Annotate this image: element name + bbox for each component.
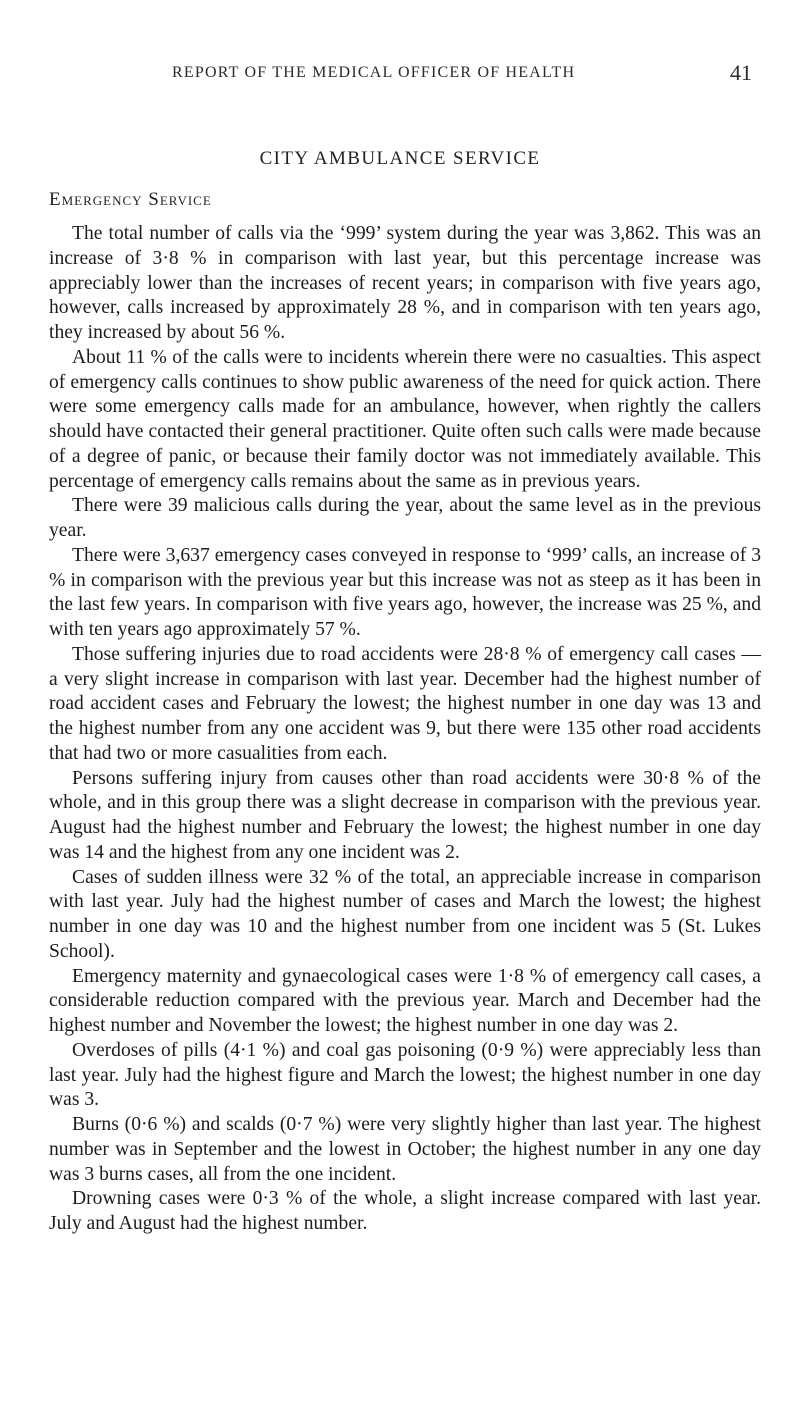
paragraph: About 11 % of the calls were to incidents wherein there were no casualties. This aspect of emergency calls continues to show public awareness of the need for quick action. There were some emergency calls made for an ambulance, however, when rightly the callers should have contacted their general practitioner. Quite often such calls were made because of a degree of panic, or because their family doctor was not immediately available. This percentage of emergency calls remains about the same as in previous years. (49, 346, 761, 492)
running-header: REPORT OF THE MEDICAL OFFICER OF HEALTH (172, 64, 576, 81)
paragraph: Overdoses of pills (4·1 %) and coal gas poisoning (0·9 %) were appreciably less than last year. July had the highest figure and March the lowest; the highest number in one day was 3. (49, 1039, 761, 1111)
subheading: Emergency Service (49, 189, 212, 210)
paragraph: Cases of sudden illness were 32 % of the total, an appreciable increase in comparison with last year. July had the highest number of cases and March the lowest; the highest number in one day was 10 and the highest number from one incident was 5 (St. Lukes School). (49, 866, 761, 962)
paragraph: Burns (0·6 %) and scalds (0·7 %) were very slightly higher than last year. The highest number was in September and the lowest in October; the highest number in any one day was 3 burns cases, all from the one incident. (49, 1114, 761, 1185)
paragraph: Emergency maternity and gynaecological cases were 1·8 % of emergency call cases, a considerable reduction compared with the previous year. March and December had the highest number and November the lowest; the highest number in one day was 2. (49, 965, 761, 1036)
paragraph: The total number of calls via the ‘999’ system during the year was 3,862. This was an increase of 3·8 % in comparison with last year, but this percentage increase was appreciably lower than the increases of recent years; in comparison with five years ago, however, calls increased by approximately 28 %, and in comparison with ten years ago, they increased by about 56 %. (49, 223, 761, 343)
body-text (49, 222, 761, 1237)
paragraph: Those suffering injuries due to road accidents were 28·8 % of emergency call cases — a very slight increase in comparison with last year. December had the highest number of road accident cases and February the lowest; the highest number in one day was 13 and the highest number from any one accident was 9, but there were 135 other road accidents that had two or more casualities from each. (49, 643, 761, 764)
paragraph: Drowning cases were 0·3 % of the whole, a slight increase compared with last year. July and August had the highest number. (49, 1188, 761, 1234)
paragraph: There were 39 malicious calls during the year, about the same level as in the previous year. (49, 495, 761, 541)
page-number: 41 (730, 60, 752, 85)
section-title: CITY AMBULANCE SERVICE (259, 148, 541, 169)
paragraph: Persons suffering injury from causes other than road accidents were 30·8 % of the whole, and in this group there was a slight decrease in comparison with the previous year. August had the highest number and February the lowest; the highest number in one day was 14 and the highest from any one incident was 2. (49, 767, 761, 863)
paragraph: There were 3,637 emergency cases conveyed in response to ‘999’ calls, an increase of 3 % in comparison with the previous year but this increase was not as steep as it has been in the last few years. In comparison with five years ago, however, the increase was 25 %, and with ten years ago approximately 57 %. (49, 544, 761, 640)
